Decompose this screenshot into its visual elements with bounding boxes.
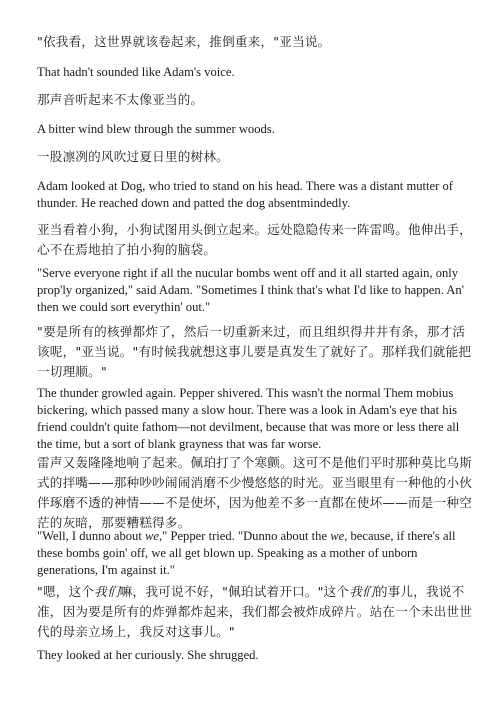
paragraph-zh-5: "要是所有的核弹都炸了，然后一切重新来过，而且组织得井井有条，那才活该呢，"亚当说。"有时候我就想这事儿要是真发生了就好了。那样我们就能把一切理顺。" (37, 324, 472, 379)
paragraph-en-1: That hadn't sounded like Adam's voice. (37, 65, 235, 79)
italic-text-run: we (330, 529, 345, 543)
paragraph-en-6 (37, 528, 474, 579)
paragraph-en-7: They looked at her curiously. She shrugged. (37, 648, 259, 662)
text-run: ," Pepper tried. "Dunno about the (159, 529, 331, 543)
paragraph-en-5: The thunder growled again. Pepper shivered. This wasn't the normal Them mobius bickering, which passed many a slow hour. There was a look in Adam's eye that his friend couldn't quite fathom—not devilment, because that was more or less there all the time, but a sort of blank grayness that was far worse. (37, 386, 460, 451)
text-run: "Well, I dunno about (37, 529, 146, 543)
paragraph-en-2: A bitter wind blew through the summer woods. (37, 122, 275, 136)
paragraph-zh-7 (37, 582, 474, 642)
paragraph-zh-6: 雷声又轰隆隆地响了起来。佩珀打了个寒颤。这可不是他们平时那种莫比乌斯式的拌嘴——那种吵吵闹闹消磨不少慢悠悠的时光。亚当眼里有一种他的小伙伴琢磨不透的神情——不是使坏，因为他差不多一直都在使坏——而是一种空茫的灰暗，那要糟糕得多。 (37, 455, 472, 530)
italic-text-run: 我们 (94, 584, 120, 599)
text-run: 嘛，我可说不好，"佩珀试着开口。"这个 (119, 584, 350, 599)
italic-text-run: we (145, 529, 160, 543)
paragraph-zh-1: "依我看，这世界就该卷起来，推倒重来，"亚当说。 (37, 34, 331, 49)
paragraph-en-4: "Serve everyone right if all the nucular bombs went off and it all started again, only prop'ly organized," said Adam. "Sometimes I think that's what I'd like to happen. An' then we could sort everythin' out." (37, 266, 464, 314)
italic-text-run: 我们 (349, 584, 375, 599)
paragraph-zh-3: 一股凛冽的风吹过夏日里的树林。 (37, 149, 229, 164)
text-run: 的事儿，我说不准，因为要是所有的炸弹都炸起来，我们都会被炸成碎片。站在一个未出世世代的母亲立场上，我反对这事儿。" (37, 584, 472, 639)
paragraph-en-3: Adam looked at Dog, who tried to stand on his head. There was a distant mutter of thunder. He reached down and patted the dog absentmindedly. (37, 179, 453, 210)
text-run: "嗯，这个 (37, 584, 95, 599)
paragraph-zh-4: 亚当看着小狗，小狗试图用头倒立起来。远处隐隐传来一阵雷鸣。他伸出手，心不在焉地拍了拍小狗的脑袋。 (37, 222, 472, 257)
text-run: , because, if there's all these bombs goin' off, we all get blown up. Speaking as a mother of unborn generations, I'm against it." (37, 529, 456, 577)
paragraph-zh-2: 那声音听起来不太像亚当的。 (37, 92, 204, 107)
